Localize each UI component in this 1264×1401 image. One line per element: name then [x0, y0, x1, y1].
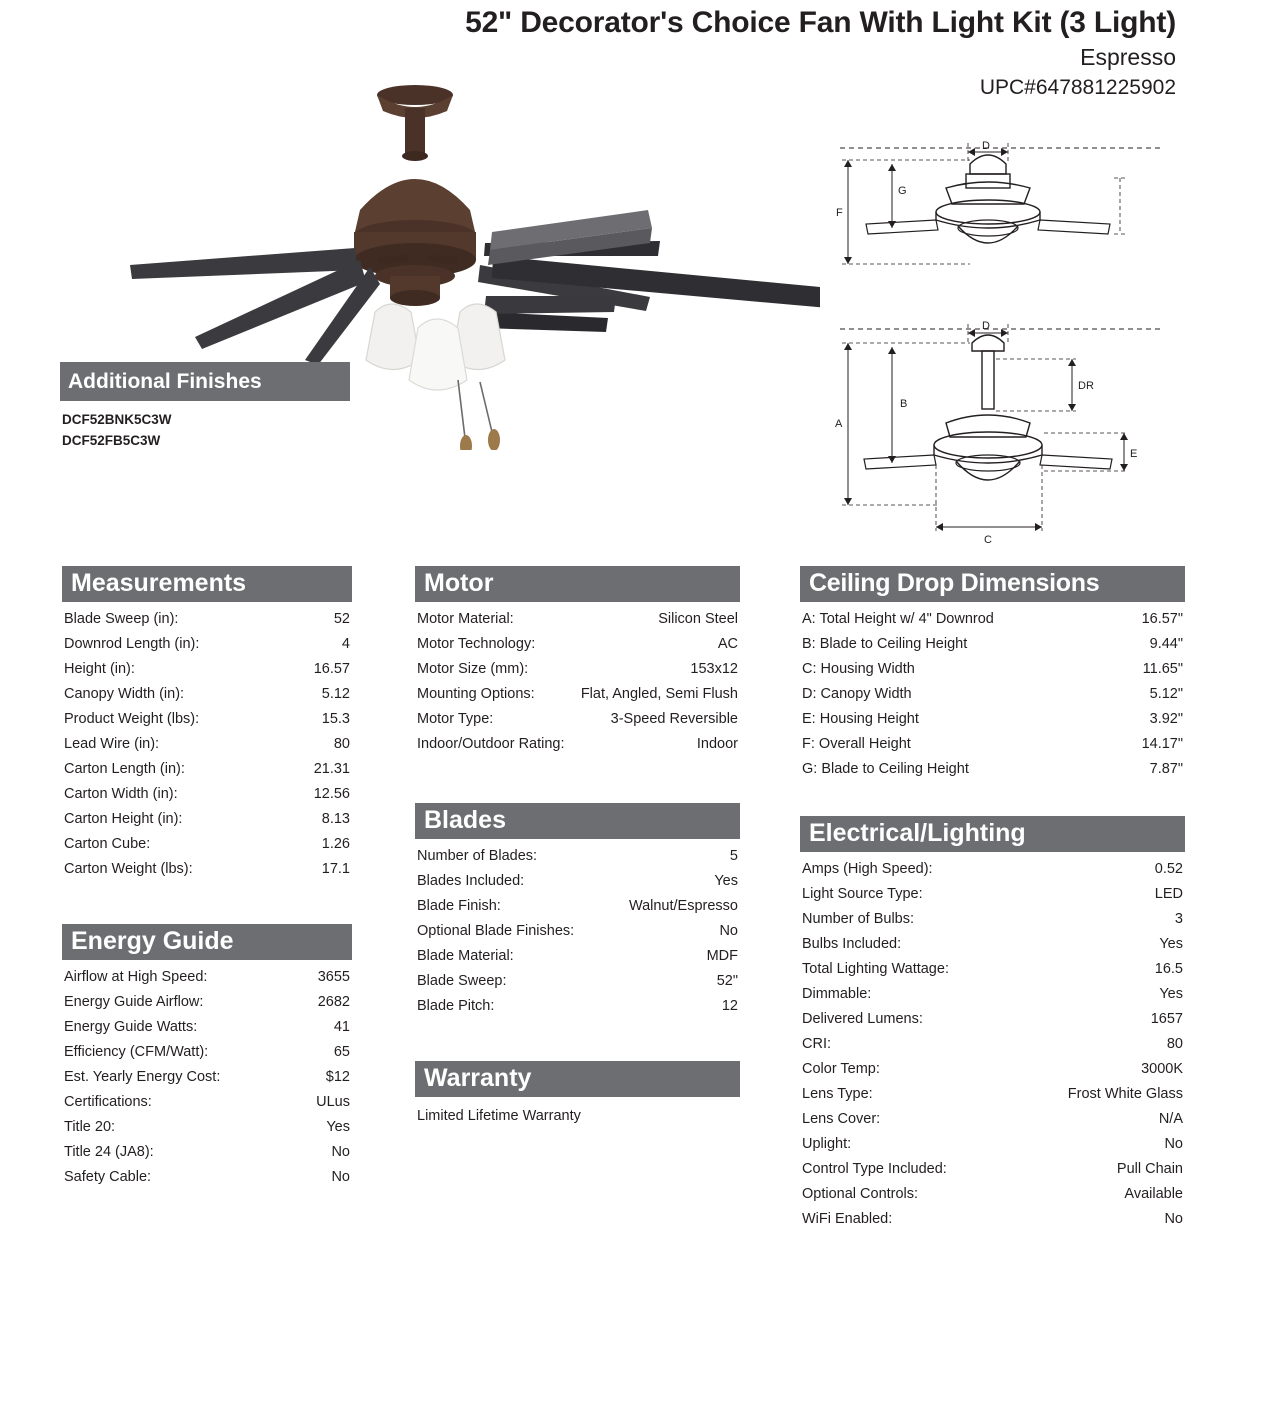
row-value: 3655 [317, 969, 350, 986]
row-value: 4 [341, 636, 350, 653]
table-row [62, 857, 352, 882]
row-value: 12 [721, 998, 738, 1015]
table-row [415, 607, 740, 632]
table-row [62, 1115, 352, 1140]
measurements-table [62, 607, 352, 882]
row-label: Light Source Type: [802, 886, 923, 903]
row-value: 0.52 [1154, 861, 1183, 878]
product-upc: UPC#647881225902 [979, 76, 1176, 100]
row-value: 16.57 [313, 661, 350, 678]
panel-title-blades: Blades [415, 803, 740, 839]
row-label: Carton Height (in): [64, 811, 183, 828]
spec-column-middle [415, 566, 740, 1127]
table-row [800, 1007, 1185, 1032]
row-value: 8.13 [321, 811, 350, 828]
row-value: 3 [1174, 911, 1183, 928]
row-label: Carton Length (in): [64, 761, 185, 778]
table-row [62, 832, 352, 857]
row-label: Blade Material: [417, 948, 514, 965]
row-label: Carton Weight (lbs): [64, 861, 193, 878]
table-row [800, 882, 1185, 907]
blades-table [415, 844, 740, 1019]
table-row [62, 1065, 352, 1090]
row-label: F: Overall Height [802, 736, 911, 753]
row-label: Motor Size (mm): [417, 661, 529, 678]
row-value: 2682 [317, 994, 350, 1011]
svg-text:A: A [835, 418, 843, 430]
spacer [800, 782, 1185, 816]
row-value: ULus [316, 1094, 350, 1111]
row-value: 15.3 [321, 711, 350, 728]
table-row [800, 657, 1185, 682]
row-value: 11.65" [1142, 661, 1183, 678]
panel-blades [415, 803, 740, 1019]
row-label: C: Housing Width [802, 661, 915, 678]
row-value: No [331, 1144, 350, 1161]
table-row [800, 1082, 1185, 1107]
row-value: No [331, 1169, 350, 1186]
row-value: Flat, Angled, Semi Flush [580, 686, 738, 703]
table-row [62, 1140, 352, 1165]
row-label: A: Total Height w/ 4" Downrod [802, 611, 994, 627]
table-row [62, 807, 352, 832]
svg-text:F: F [836, 207, 843, 219]
row-value: Frost White Glass [1067, 1086, 1183, 1103]
row-value: No [1164, 1211, 1183, 1228]
row-label: Motor Technology: [417, 636, 536, 653]
table-row [800, 632, 1185, 657]
row-label: Lens Cover: [802, 1111, 881, 1128]
warranty-text: Limited Lifetime Warranty [417, 1108, 581, 1125]
list-item: DCF52FB5C3W [62, 432, 161, 448]
product-finish: Espresso [1080, 43, 1176, 70]
svg-text:B: B [900, 398, 908, 410]
row-label: Product Weight (lbs): [64, 711, 200, 728]
row-label: Efficiency (CFM/Watt): [64, 1044, 209, 1061]
row-value: 65 [333, 1044, 350, 1061]
row-value: 3-Speed Reversible [610, 711, 738, 728]
row-value: Yes [326, 1119, 350, 1136]
row-value: Yes [1159, 936, 1183, 953]
row-value: Available [1124, 1186, 1183, 1203]
row-value: AC [717, 636, 738, 653]
table-row [800, 957, 1185, 982]
row-label: Downrod Length (in): [64, 636, 200, 653]
table-row [800, 1157, 1185, 1182]
row-label: Delivered Lumens: [802, 1011, 923, 1028]
additional-finishes-list [62, 410, 172, 452]
table-row [800, 982, 1185, 1007]
table-row [62, 1040, 352, 1065]
table-row [800, 732, 1185, 757]
row-value: 3.92" [1149, 711, 1183, 728]
svg-text:D: D [982, 320, 990, 332]
row-value: 41 [333, 1019, 350, 1036]
table-row [415, 944, 740, 969]
row-label: B: Blade to Ceiling Height [802, 636, 968, 653]
table-row [800, 682, 1185, 707]
table-row [800, 607, 1185, 632]
spec-column-left [62, 566, 352, 1190]
table-row [62, 732, 352, 757]
spec-column-right [800, 566, 1185, 1232]
row-label: Total Lighting Wattage: [802, 961, 949, 978]
table-row [415, 869, 740, 894]
row-value: 7.87" [1149, 761, 1183, 778]
row-value: 14.17" [1141, 736, 1183, 753]
svg-text:E: E [1130, 448, 1138, 460]
svg-text:C: C [984, 534, 992, 546]
table-row [800, 757, 1185, 782]
table-row [62, 1015, 352, 1040]
flush-mount-dimension-diagram [820, 138, 1190, 303]
table-row [62, 682, 352, 707]
ceiling-drop-table [800, 607, 1185, 782]
row-value: 16.57" [1141, 611, 1183, 627]
row-value: 9.44" [1149, 636, 1183, 653]
list-item: DCF52BNK5C3W [62, 412, 172, 427]
row-value: 1.26 [321, 836, 350, 853]
row-label: WiFi Enabled: [802, 1211, 893, 1228]
row-label: Lens Type: [802, 1086, 873, 1103]
row-value: 80 [333, 736, 350, 753]
table-row [415, 969, 740, 994]
panel-ceiling-drop [800, 566, 1185, 782]
table-row [415, 707, 740, 732]
row-value: No [719, 923, 738, 940]
row-label: Height (in): [64, 661, 135, 678]
table-row [62, 782, 352, 807]
table-row [800, 1032, 1185, 1057]
panel-title-ceiling-drop: Ceiling Drop Dimensions [800, 566, 1185, 602]
row-value: 1657 [1150, 1011, 1183, 1028]
panel-electrical-lighting [800, 816, 1185, 1232]
row-label: Blade Pitch: [417, 998, 495, 1015]
table-row [415, 894, 740, 919]
table-row [800, 1107, 1185, 1132]
table-row [800, 1182, 1185, 1207]
panel-title-motor: Motor [415, 566, 740, 602]
row-label: Indoor/Outdoor Rating: [417, 736, 565, 753]
row-value: Pull Chain [1116, 1161, 1183, 1178]
row-label: Blade Sweep: [417, 973, 507, 990]
row-value: $12 [325, 1069, 350, 1086]
spacer [415, 757, 740, 803]
row-label: Safety Cable: [64, 1169, 152, 1186]
svg-text:D: D [982, 140, 990, 152]
energy-guide-table [62, 965, 352, 1190]
row-value: Walnut/Espresso [628, 898, 738, 915]
table-row [800, 857, 1185, 882]
row-label: Number of Bulbs: [802, 911, 915, 928]
panel-title-warranty: Warranty [415, 1061, 740, 1097]
table-row [800, 1132, 1185, 1157]
row-label: E: Housing Height [802, 711, 919, 728]
row-value: 17.1 [321, 861, 350, 878]
row-value: Silicon Steel [658, 611, 738, 627]
spacer [62, 882, 352, 924]
table-row [800, 707, 1185, 732]
row-value: No [1164, 1136, 1183, 1153]
row-label: Blades Included: [417, 873, 525, 890]
row-value: 16.5 [1154, 961, 1183, 978]
table-row [62, 657, 352, 682]
row-label: Title 20: [64, 1119, 116, 1136]
panel-title-measurements: Measurements [62, 566, 352, 602]
row-value: N/A [1158, 1111, 1183, 1128]
table-row [415, 844, 740, 869]
row-label: Motor Material: [417, 611, 514, 627]
row-label: Certifications: [64, 1094, 152, 1111]
table-row [62, 965, 352, 990]
panel-title-energy-guide: Energy Guide [62, 924, 352, 960]
table-row [415, 657, 740, 682]
table-row [800, 1057, 1185, 1082]
svg-text:DR: DR [1078, 380, 1094, 392]
panel-warranty [415, 1061, 740, 1127]
row-label: Blade Finish: [417, 898, 501, 915]
table-row [800, 907, 1185, 932]
table-row [415, 919, 740, 944]
table-row [62, 757, 352, 782]
table-row [62, 1090, 352, 1115]
panel-motor [415, 566, 740, 757]
row-label: D: Canopy Width [802, 686, 912, 703]
page-title: 52" Decorator's Choice Fan With Light Kit (3 Light) [465, 6, 1176, 39]
row-label: Est. Yearly Energy Cost: [64, 1069, 221, 1086]
row-label: Lead Wire (in): [64, 736, 160, 753]
row-value: 5 [729, 848, 738, 865]
row-label: Optional Controls: [802, 1186, 919, 1203]
row-label: Amps (High Speed): [802, 861, 933, 878]
table-row [62, 607, 352, 632]
table-row [800, 1207, 1185, 1232]
motor-table [415, 607, 740, 757]
row-label: CRI: [802, 1036, 831, 1053]
table-row [415, 994, 740, 1019]
row-label: Airflow at High Speed: [64, 969, 208, 986]
panel-title-electrical-lighting: Electrical/Lighting [800, 816, 1185, 852]
spacer [415, 1019, 740, 1061]
panel-energy-guide [62, 924, 352, 1190]
table-row [62, 707, 352, 732]
additional-finishes-header: Additional Finishes [60, 362, 350, 401]
row-label: Bulbs Included: [802, 936, 902, 953]
downrod-dimension-diagram [820, 315, 1190, 570]
row-value: 52" [716, 973, 738, 990]
row-label: Control Type Included: [802, 1161, 947, 1178]
row-label: Carton Cube: [64, 836, 151, 853]
row-label: Dimmable: [802, 986, 872, 1003]
row-label: Optional Blade Finishes: [417, 923, 575, 940]
row-value: 52 [333, 611, 350, 627]
svg-text:G: G [898, 185, 907, 197]
row-value: MDF [706, 948, 738, 965]
table-row [800, 932, 1185, 957]
electrical-table [800, 857, 1185, 1232]
row-value: Yes [1159, 986, 1183, 1003]
row-value: 153x12 [690, 661, 738, 678]
row-label: Title 24 (JA8): [64, 1144, 154, 1161]
row-value: LED [1154, 886, 1183, 903]
row-value: 5.12 [321, 686, 350, 703]
panel-measurements [62, 566, 352, 882]
row-value: Indoor [696, 736, 738, 753]
row-label: Canopy Width (in): [64, 686, 185, 703]
row-value: Yes [714, 873, 738, 890]
row-label: Color Temp: [802, 1061, 880, 1078]
table-row [62, 990, 352, 1015]
table-row [415, 732, 740, 757]
row-label: Uplight: [802, 1136, 852, 1153]
row-label: Motor Type: [417, 711, 494, 728]
table-row [62, 632, 352, 657]
row-value: 3000K [1141, 1061, 1183, 1078]
row-value: 80 [1166, 1036, 1183, 1053]
table-row [62, 1165, 352, 1190]
row-value: 12.56 [313, 786, 350, 803]
row-label: Number of Blades: [417, 848, 538, 865]
table-row [415, 682, 740, 707]
row-label: Carton Width (in): [64, 786, 178, 803]
row-label: Blade Sweep (in): [64, 611, 179, 627]
row-label: Energy Guide Airflow: [64, 994, 204, 1011]
row-label: Mounting Options: [417, 686, 535, 703]
row-value: 5.12" [1149, 686, 1183, 703]
row-value: 21.31 [313, 761, 350, 778]
table-row [415, 632, 740, 657]
row-label: Energy Guide Watts: [64, 1019, 198, 1036]
row-label: G: Blade to Ceiling Height [802, 761, 969, 778]
